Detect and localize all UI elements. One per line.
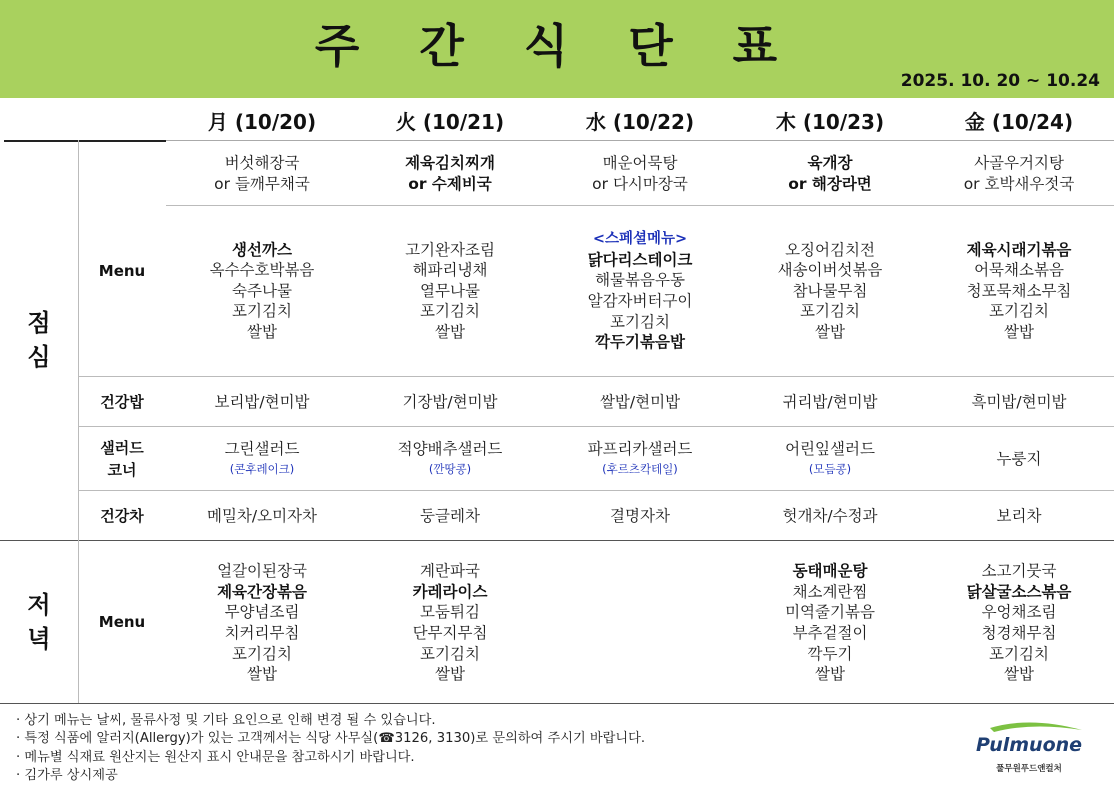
- menu-item: 포기김치: [610, 312, 670, 331]
- menu-item: 쌀밥: [815, 322, 845, 341]
- lunch-label-bottom: 심: [27, 343, 51, 371]
- lunch-menu-cell-2: [547, 208, 733, 374]
- menu-item: (모듬콩): [808, 462, 852, 477]
- menu-item: 귀리밥/현미밥: [782, 392, 878, 411]
- menu-item: 미역줄기볶음: [785, 603, 875, 622]
- menu-item: 매운어묵탕: [602, 154, 678, 173]
- menu-item: 적양배추샐러드: [397, 439, 503, 458]
- lunch-label: [0, 306, 78, 374]
- healthy-rice-cell-0: [169, 380, 355, 424]
- menu-item: 쌀밥: [247, 665, 277, 684]
- menu-item: 쌀밥: [435, 322, 465, 341]
- menu-item: 쌀밥: [435, 665, 465, 684]
- menu-item: 얼갈이된장국: [217, 562, 307, 581]
- lunch-label-top: 점: [27, 309, 51, 337]
- menu-item: 닭다리스테이크: [587, 250, 693, 269]
- menu-item: 둥글레차: [420, 506, 480, 525]
- lunch-soup-cell-1: [357, 146, 543, 202]
- menu-item: 쌀밥/현미밥: [599, 392, 681, 411]
- note-line: · 김가루 상시제공: [16, 767, 118, 783]
- salad-label-line2: 코너: [107, 461, 137, 479]
- menu-item: 청경채무침: [981, 624, 1057, 642]
- menu-item: 알감자버터구이: [587, 292, 693, 310]
- menu-divider: [78, 376, 1114, 377]
- menu-item: 모둠튀김: [420, 603, 480, 622]
- salad-cell-4: [926, 430, 1112, 488]
- menu-item: (후르츠칵테일): [602, 462, 678, 477]
- menu-item: 사골우거지탕: [974, 154, 1064, 173]
- healthy-tea-cell-4: [926, 494, 1112, 538]
- menu-item: or 해장라면: [788, 175, 872, 193]
- menu-item: 어묵채소볶음: [974, 261, 1064, 280]
- salad-cell-3: [737, 430, 923, 488]
- menu-item: 메밀차/오미자차: [206, 506, 318, 525]
- menu-item: 우엉채조림: [981, 603, 1057, 622]
- menu-item: 소고기뭇국: [981, 562, 1057, 581]
- menu-item: 열무나물: [420, 281, 480, 300]
- menu-item: 단무지무침: [412, 624, 488, 642]
- rice-divider: [78, 426, 1114, 427]
- page-title: 주 간 식 단 표: [314, 19, 800, 73]
- lunch-menu-cell-3: [737, 208, 923, 374]
- menu-item: 제육김치찌개: [405, 154, 495, 173]
- salad-cell-2: [547, 430, 733, 488]
- salad-corner-label: [78, 437, 166, 481]
- dinner-label-top: 저: [27, 591, 51, 619]
- healthy-rice-cell-1: [357, 380, 543, 424]
- healthy-tea-cell-1: [357, 494, 543, 538]
- menu-item: 그린샐러드: [224, 439, 300, 458]
- table-bottom-rule: [0, 703, 1114, 704]
- menu-item: 결명자차: [610, 506, 670, 525]
- menu-item: 오징어김치전: [785, 240, 875, 259]
- menu-item: 버섯해장국: [224, 154, 300, 173]
- menu-item: 헛개차/수정과: [782, 506, 878, 525]
- menu-item: 채소계란찜: [792, 582, 868, 601]
- menu-item: 포기김치: [989, 302, 1049, 321]
- lunch-soup-cell-2: [547, 146, 733, 202]
- dinner-menu-cell-3: [737, 546, 923, 700]
- menu-item: 해파리냉채: [412, 261, 488, 280]
- notes: [16, 712, 645, 785]
- healthy-rice-cell-2: [547, 380, 733, 424]
- menu-item: 쌀밥: [1004, 665, 1034, 684]
- lunch-soup-cell-3: [737, 146, 923, 202]
- menu-item: 참나물무침: [792, 281, 868, 300]
- healthy-tea-cell-0: [169, 494, 355, 538]
- pulmuone-logo: [970, 718, 1088, 780]
- menu-item: 생선까스: [232, 240, 292, 259]
- menu-item: 청포묵채소무침: [966, 281, 1072, 300]
- salad-divider: [78, 490, 1114, 491]
- healthy-tea-cell-3: [737, 494, 923, 538]
- menu-item: 부추겉절이: [792, 624, 868, 642]
- day-header-4: 金 (10/24): [964, 110, 1074, 134]
- day-header-0: 月 (10/20): [207, 110, 317, 134]
- healthy-rice-label: 건강밥: [100, 393, 144, 411]
- menu-item: or 들깨무채국: [214, 175, 310, 193]
- menu-item: 쌀밥: [247, 322, 277, 341]
- healthy-tea-cell-2: [547, 494, 733, 538]
- menu-item: or 호박새우젓국: [963, 175, 1075, 193]
- header-rule-right: [166, 140, 1114, 141]
- note-line: · 메뉴별 식재료 원산지는 원산지 표시 안내문을 참고하시기 바랍니다.: [16, 749, 415, 765]
- logo-subtitle: 풀무원푸드앤컬처: [996, 764, 1062, 774]
- menu-item: 포기김치: [420, 302, 480, 321]
- menu-item: 포기김치: [800, 302, 860, 321]
- lunch-soup-cell-0: [169, 146, 355, 202]
- menu-item: (깐땅콩): [428, 462, 472, 477]
- menu-item: 기장밥/현미밥: [402, 392, 498, 411]
- menu-item: 포기김치: [989, 644, 1049, 663]
- menu-item: 옥수수호박볶음: [209, 261, 315, 280]
- menu-item: 카레라이스: [412, 582, 488, 601]
- logo-wordmark: Pulmuone: [975, 734, 1083, 756]
- dinner-label: [0, 588, 78, 656]
- menu-item: 해물볶음우동: [595, 271, 685, 290]
- dinner-label-bottom: 녁: [27, 625, 51, 653]
- salad-cell-0: [169, 430, 355, 488]
- soup-divider: [166, 205, 1114, 206]
- menu-item: 동태매운탕: [792, 562, 868, 581]
- header-rule-left: [4, 140, 166, 142]
- healthy-rice-cell-4: [926, 380, 1112, 424]
- day-header-3: 木 (10/23): [775, 110, 885, 134]
- menu-item: 포기김치: [420, 644, 480, 663]
- lunch-soup-cell-4: [926, 146, 1112, 202]
- menu-item: 고기완자조림: [405, 240, 495, 259]
- menu-item: 계란파국: [420, 562, 480, 581]
- menu-item: 흑미밥/현미밥: [971, 392, 1067, 411]
- menu-item: <스페셜메뉴>: [592, 231, 688, 248]
- dinner-menu-cell-0: [169, 546, 355, 700]
- dinner-menu-cell-2: [547, 546, 733, 700]
- note-line: · 상기 메뉴는 날씨, 물류사정 및 기타 요인으로 인해 변경 될 수 있습니다.: [16, 713, 436, 728]
- menu-item: 깍두기볶음밥: [595, 333, 685, 352]
- lunch-dinner-divider: [0, 540, 1114, 541]
- menu-item: (콘후레이크): [229, 462, 295, 477]
- menu-item: 포기김치: [232, 644, 292, 663]
- lunch-menu-cell-4: [926, 208, 1112, 374]
- lunch-menu-label: Menu: [98, 262, 146, 280]
- menu-item: 제육간장볶음: [217, 582, 307, 601]
- menu-item: or 수제비국: [408, 175, 492, 193]
- dinner-menu-label: Menu: [98, 613, 146, 631]
- menu-item: 포기김치: [232, 302, 292, 321]
- menu-item: 보리차: [996, 506, 1042, 525]
- menu-item: 제육시래기볶음: [966, 240, 1072, 259]
- healthy-tea-label: 건강차: [100, 507, 144, 525]
- menu-item: 쌀밥: [815, 665, 845, 684]
- menu-item: 파프리카샐러드: [587, 439, 693, 458]
- dinner-menu-cell-1: [357, 546, 543, 700]
- menu-item: 쌀밥: [1004, 322, 1034, 341]
- lunch-menu-cell-1: [357, 208, 543, 374]
- menu-item: 무양념조림: [224, 603, 300, 622]
- day-header-2: 水 (10/22): [585, 110, 695, 134]
- menu-item: 보리밥/현미밥: [214, 392, 310, 411]
- dinner-menu-cell-4: [926, 546, 1112, 700]
- menu-item: 숙주나물: [232, 281, 292, 300]
- menu-item: 깍두기: [807, 644, 853, 663]
- salad-label-line1: 샐러드: [100, 439, 144, 457]
- note-line: · 특정 식품에 알러지(Allergy)가 있는 고객께서는 식당 사무실(☎3126, 3130)로 문의하여 주시기 바랍니다.: [16, 731, 646, 747]
- date-range: 2025. 10. 20 ~ 10.24: [900, 71, 1100, 91]
- day-header-1: 火 (10/21): [395, 110, 505, 134]
- menu-item: 누룽지: [996, 449, 1042, 468]
- menu-item: 어린잎샐러드: [785, 439, 875, 458]
- menu-item: or 다시마장국: [592, 175, 688, 193]
- menu-item: 육개장: [807, 154, 853, 173]
- healthy-rice-cell-3: [737, 380, 923, 424]
- menu-item: 새송이버섯볶음: [777, 261, 883, 280]
- lunch-menu-cell-0: [169, 208, 355, 374]
- salad-cell-1: [357, 430, 543, 488]
- menu-item: 치커리무침: [224, 624, 300, 642]
- menu-item: 닭살굴소스볶음: [966, 582, 1072, 601]
